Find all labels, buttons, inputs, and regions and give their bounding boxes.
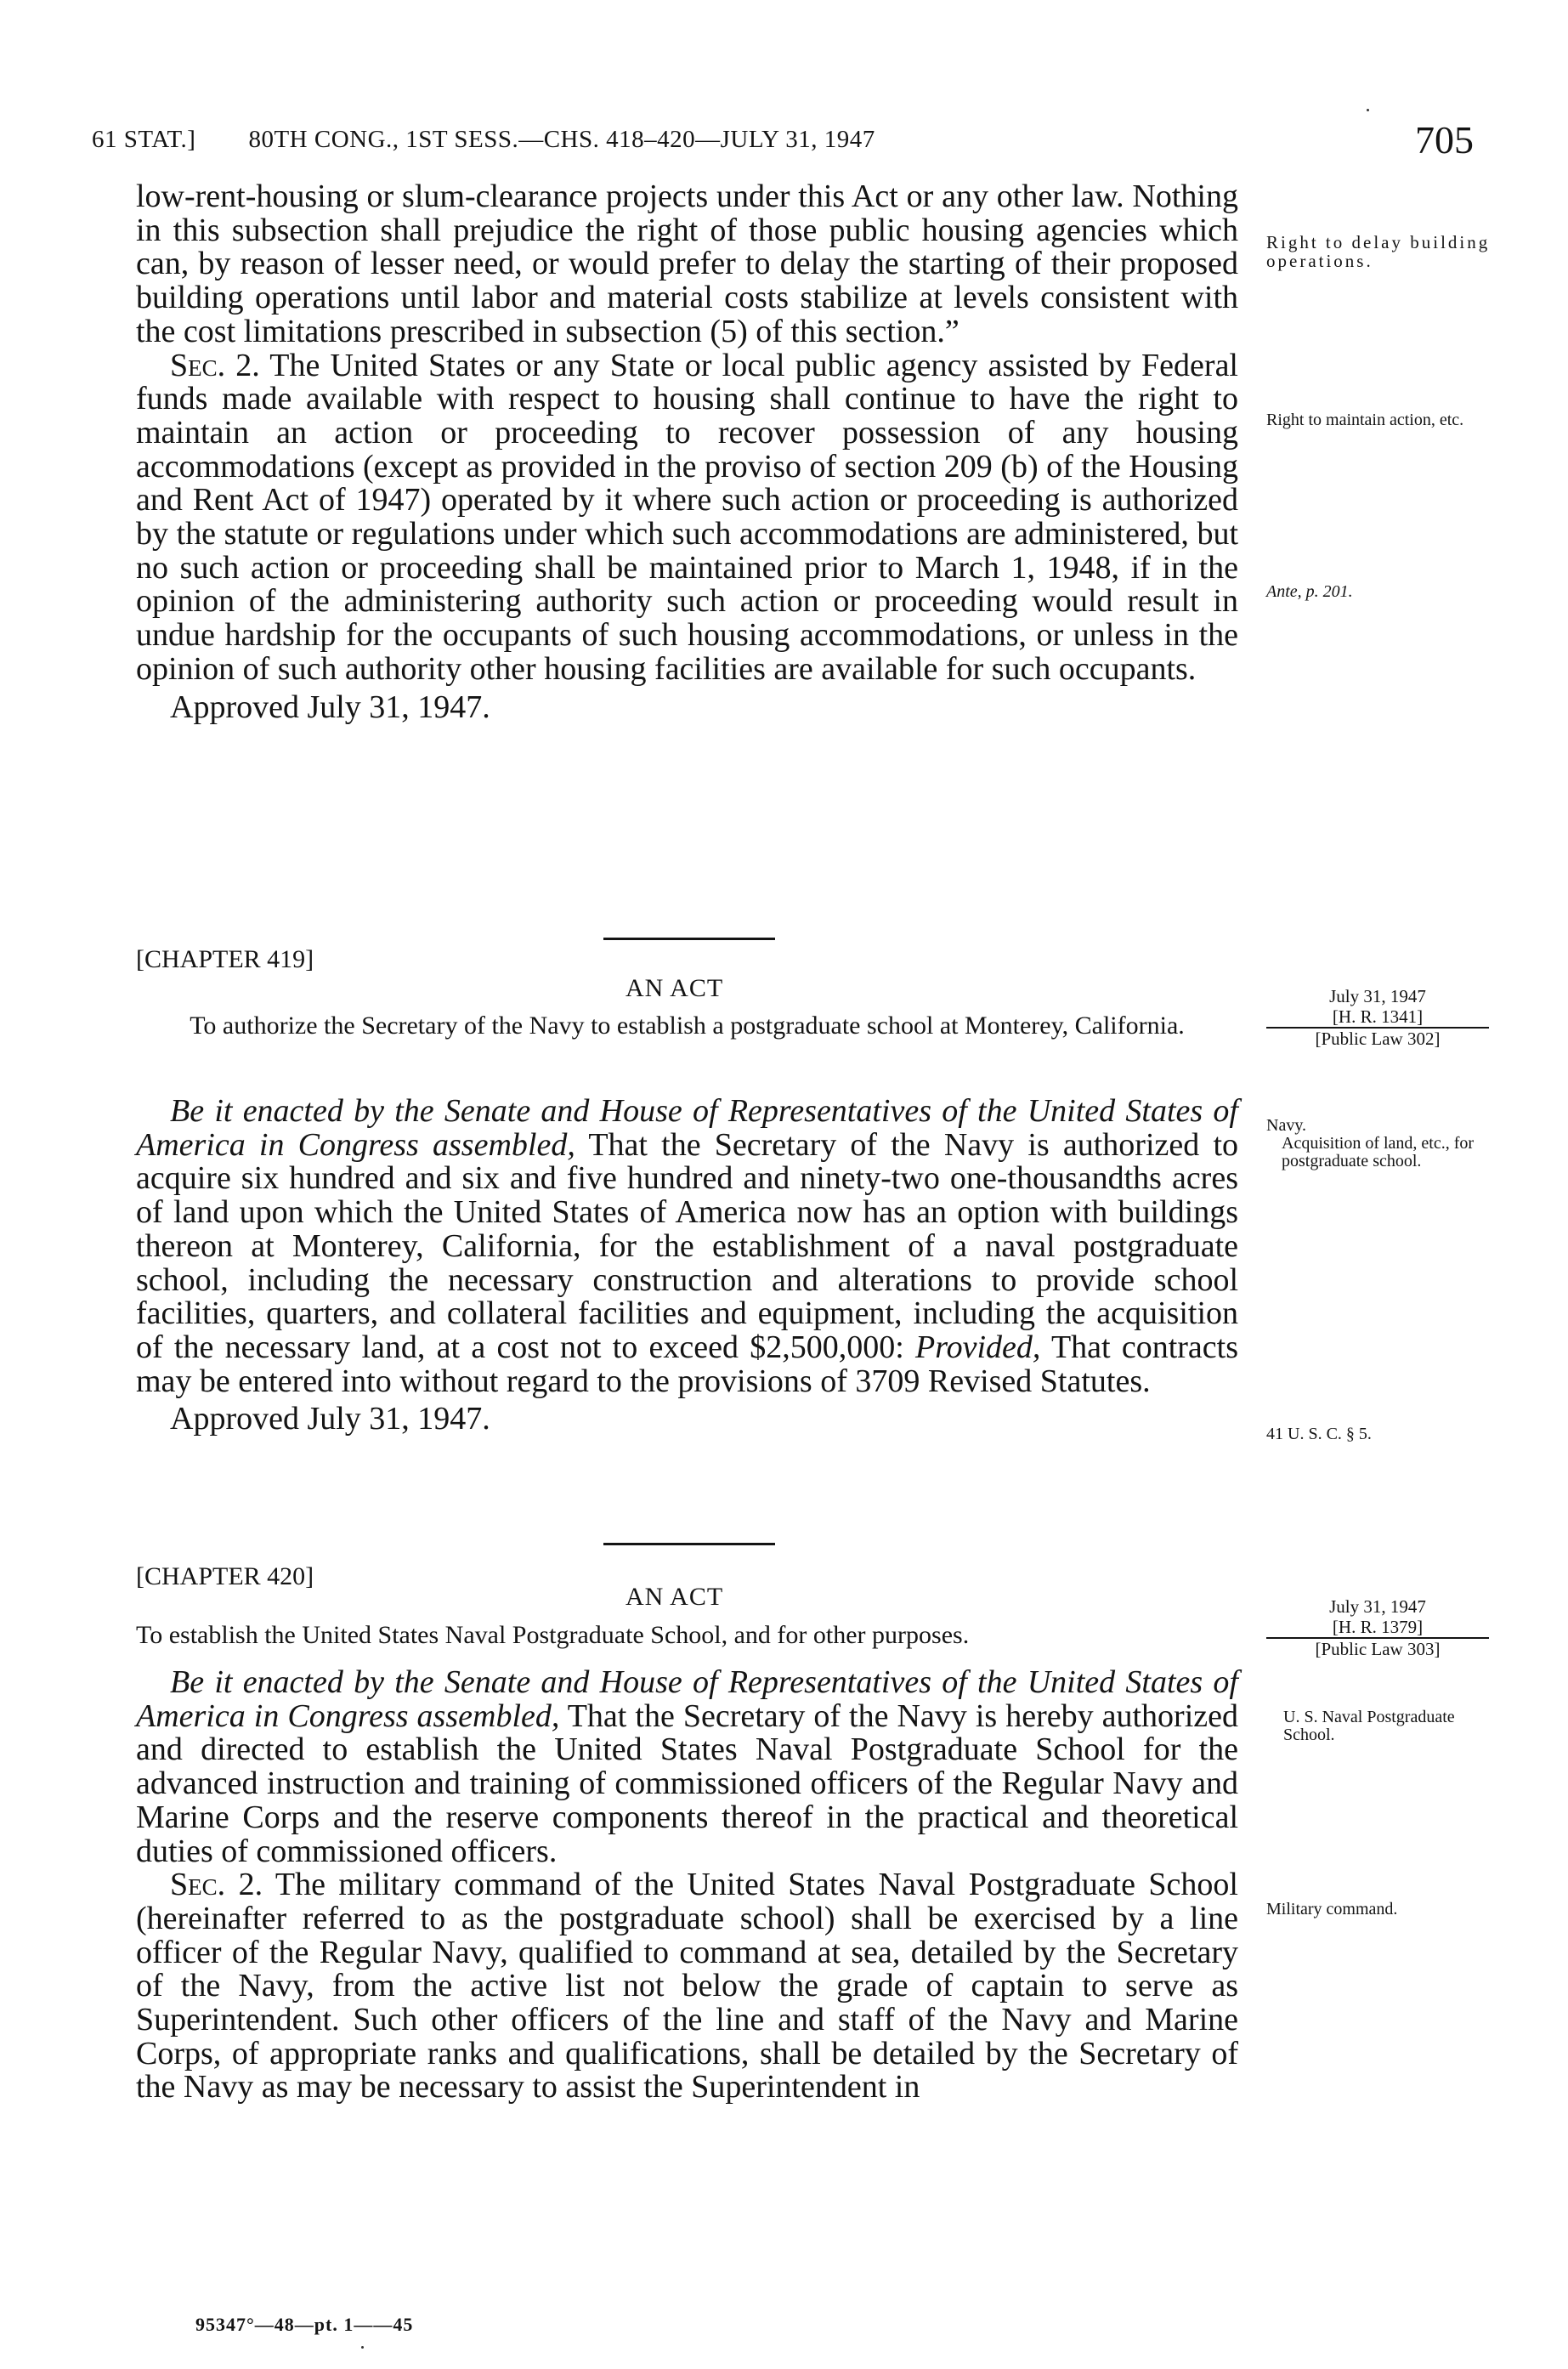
- section-2: [136, 1868, 1238, 2105]
- running-head: 61 STAT.] 80TH CONG., 1ST SESS.—CHS. 418–420—JULY 31, 1947: [92, 126, 875, 153]
- page-number: 705: [1415, 118, 1474, 162]
- approval-date-note: July 31, 1947: [1329, 986, 1426, 1006]
- bill-number: [H. R. 1341]: [1266, 1006, 1489, 1029]
- section-2-text: The United States or any State or local public agency assisted by Federal funds made available with respect to housing shall continue to have the right to maintain an action or proceeding to recover possession of any housing accommodations (except as provided in the proviso of section 209 (b) of the Housing and Rent Act of 1947) operated by it where such action or proceeding is authorized by the statute or regulations under which such accommodations are administered, but no such action or proceeding shall be maintained prior to March 1, 1948, if in the opinion of the administering authority such action or proceeding would result in undue hardship for the occupants of such housing accommodations, or unless in the opinion of such authority other housing facilities are available for such occupants.: [136, 347, 1238, 687]
- margin-note-navy-text: Acquisition of land, etc., for postgraduate school.: [1282, 1134, 1475, 1170]
- printer-code: 95347°—48—pt. 1——45: [195, 2314, 414, 2335]
- act-title: To establish the United States Naval Postgraduate School, and for other purposes.: [136, 1621, 970, 1649]
- chapter-419-body: [136, 1095, 1238, 1437]
- section-1-tail: low-rent-housing or slum-clearance projects under this Act or any other law. Nothing in this subsection shall prejudice the right of those public housing agencies which can, by reason of lesser need, or would prefer to delay the starting of their proposed building operations until labor and material costs stabilize at levels consistent with the cost limitations prescribed in subsection (5) of this section.”: [136, 179, 1238, 349]
- bill-number: [H. R. 1379]: [1266, 1617, 1489, 1639]
- section-rule: [603, 1543, 775, 1545]
- stray-mark: [1367, 109, 1369, 111]
- section-2-label: Sec. 2.: [170, 1867, 263, 1903]
- margin-note-usc: 41 U. S. C. § 5.: [1266, 1425, 1372, 1443]
- chapter-420-body: [136, 1666, 1238, 2105]
- act-body: That the Secretary of the Navy is authorized to acquire six hundred and six and five hundred and ninety-two one-thousandths acres of land upon which the United States of America now has an option with buildings thereon at Monterey, California, for the establishment of a naval postgraduate school, including the necessary construction and alterations to provide school facilities, quarters, and collateral facilities and equipment, including the acquisition of the necessary land, at a cost not to exceed $2,500,000:: [136, 1126, 1238, 1365]
- chapter-420-heading: [CHAPTER 420]: [136, 1562, 314, 1590]
- margin-note-ante-text: Ante, p. 201.: [1266, 582, 1353, 601]
- act-body-proviso: That contracts may be entered into without regard to the provisions of 3709 Revised Statutes.: [136, 1329, 1238, 1399]
- section-2-label: Sec. 2.: [170, 347, 260, 383]
- enacting-clause: Be it enacted by the Senate and House of Representatives of the United States of America in Congress assembled,: [136, 1093, 1238, 1163]
- enacting-clause-paragraph: [136, 1095, 1238, 1398]
- an-act-heading: AN ACT: [626, 974, 724, 1002]
- margin-note-ante: [1266, 583, 1521, 601]
- chapter-418-continuation: [136, 180, 1238, 725]
- margin-note-navy: [1266, 1117, 1521, 1170]
- approval-date: Approved July 31, 1947.: [170, 689, 490, 725]
- margin-note-right-to-maintain: Right to maintain action, etc.: [1266, 411, 1464, 429]
- act-body: That the Secretary of the Navy is hereby authorized and directed to establish the United States Naval Postgraduate School for the advanced instruction and training of commissioned officers of the Regular Navy and Marine Corps and the reserve components thereof in the practical and theoretical duties of commissioned officers.: [136, 1697, 1239, 1869]
- public-law-number: [Public Law 303]: [1315, 1639, 1441, 1660]
- enacting-clause: Be it enacted by the Senate and House of Representatives of the United States of America in Congress assembled,: [136, 1664, 1238, 1734]
- act-title: To authorize the Secretary of the Navy to establish a postgraduate school at Monterey, California.: [190, 1012, 1185, 1040]
- chapter-419-heading: [CHAPTER 419]: [136, 945, 314, 973]
- margin-note-military-command: Military command.: [1266, 1900, 1398, 1918]
- margin-note-navy-head: Navy.: [1266, 1116, 1307, 1135]
- approval-date: Approved July 31, 1947.: [170, 1401, 490, 1437]
- an-act-heading: AN ACT: [626, 1583, 724, 1611]
- enacting-clause-paragraph: [136, 1666, 1238, 1868]
- margin-note-naval-postgraduate-school: U. S. Naval Postgraduate School.: [1283, 1708, 1455, 1744]
- proviso-word: Provided,: [915, 1329, 1041, 1365]
- chapter-419-citation: [1266, 986, 1489, 1049]
- section-rule: [603, 938, 775, 940]
- chapter-420-citation: [1266, 1596, 1489, 1659]
- section-2-text: The military command of the United States Naval Postgraduate School (hereinafter referred to as the postgraduate school) shall be exercised by a line officer of the Regular Navy, qualified to command at sea, detailed by the Secretary of the Navy, from the active list not below the grade of captain to serve as Superintendent. Such other officers of the line and staff of the Navy and Marine Corps, of appropriate ranks and qualifications, shall be detailed by the Secretary of the Navy as may be necessary to assist the Superintendent in: [136, 1867, 1238, 2105]
- section-2: [136, 349, 1238, 687]
- margin-note-right-to-delay: Right to delay building operations.: [1266, 232, 1491, 272]
- stray-mark: [361, 2346, 364, 2349]
- public-law-number: [Public Law 302]: [1315, 1029, 1441, 1050]
- approval-date-note: July 31, 1947: [1329, 1596, 1426, 1617]
